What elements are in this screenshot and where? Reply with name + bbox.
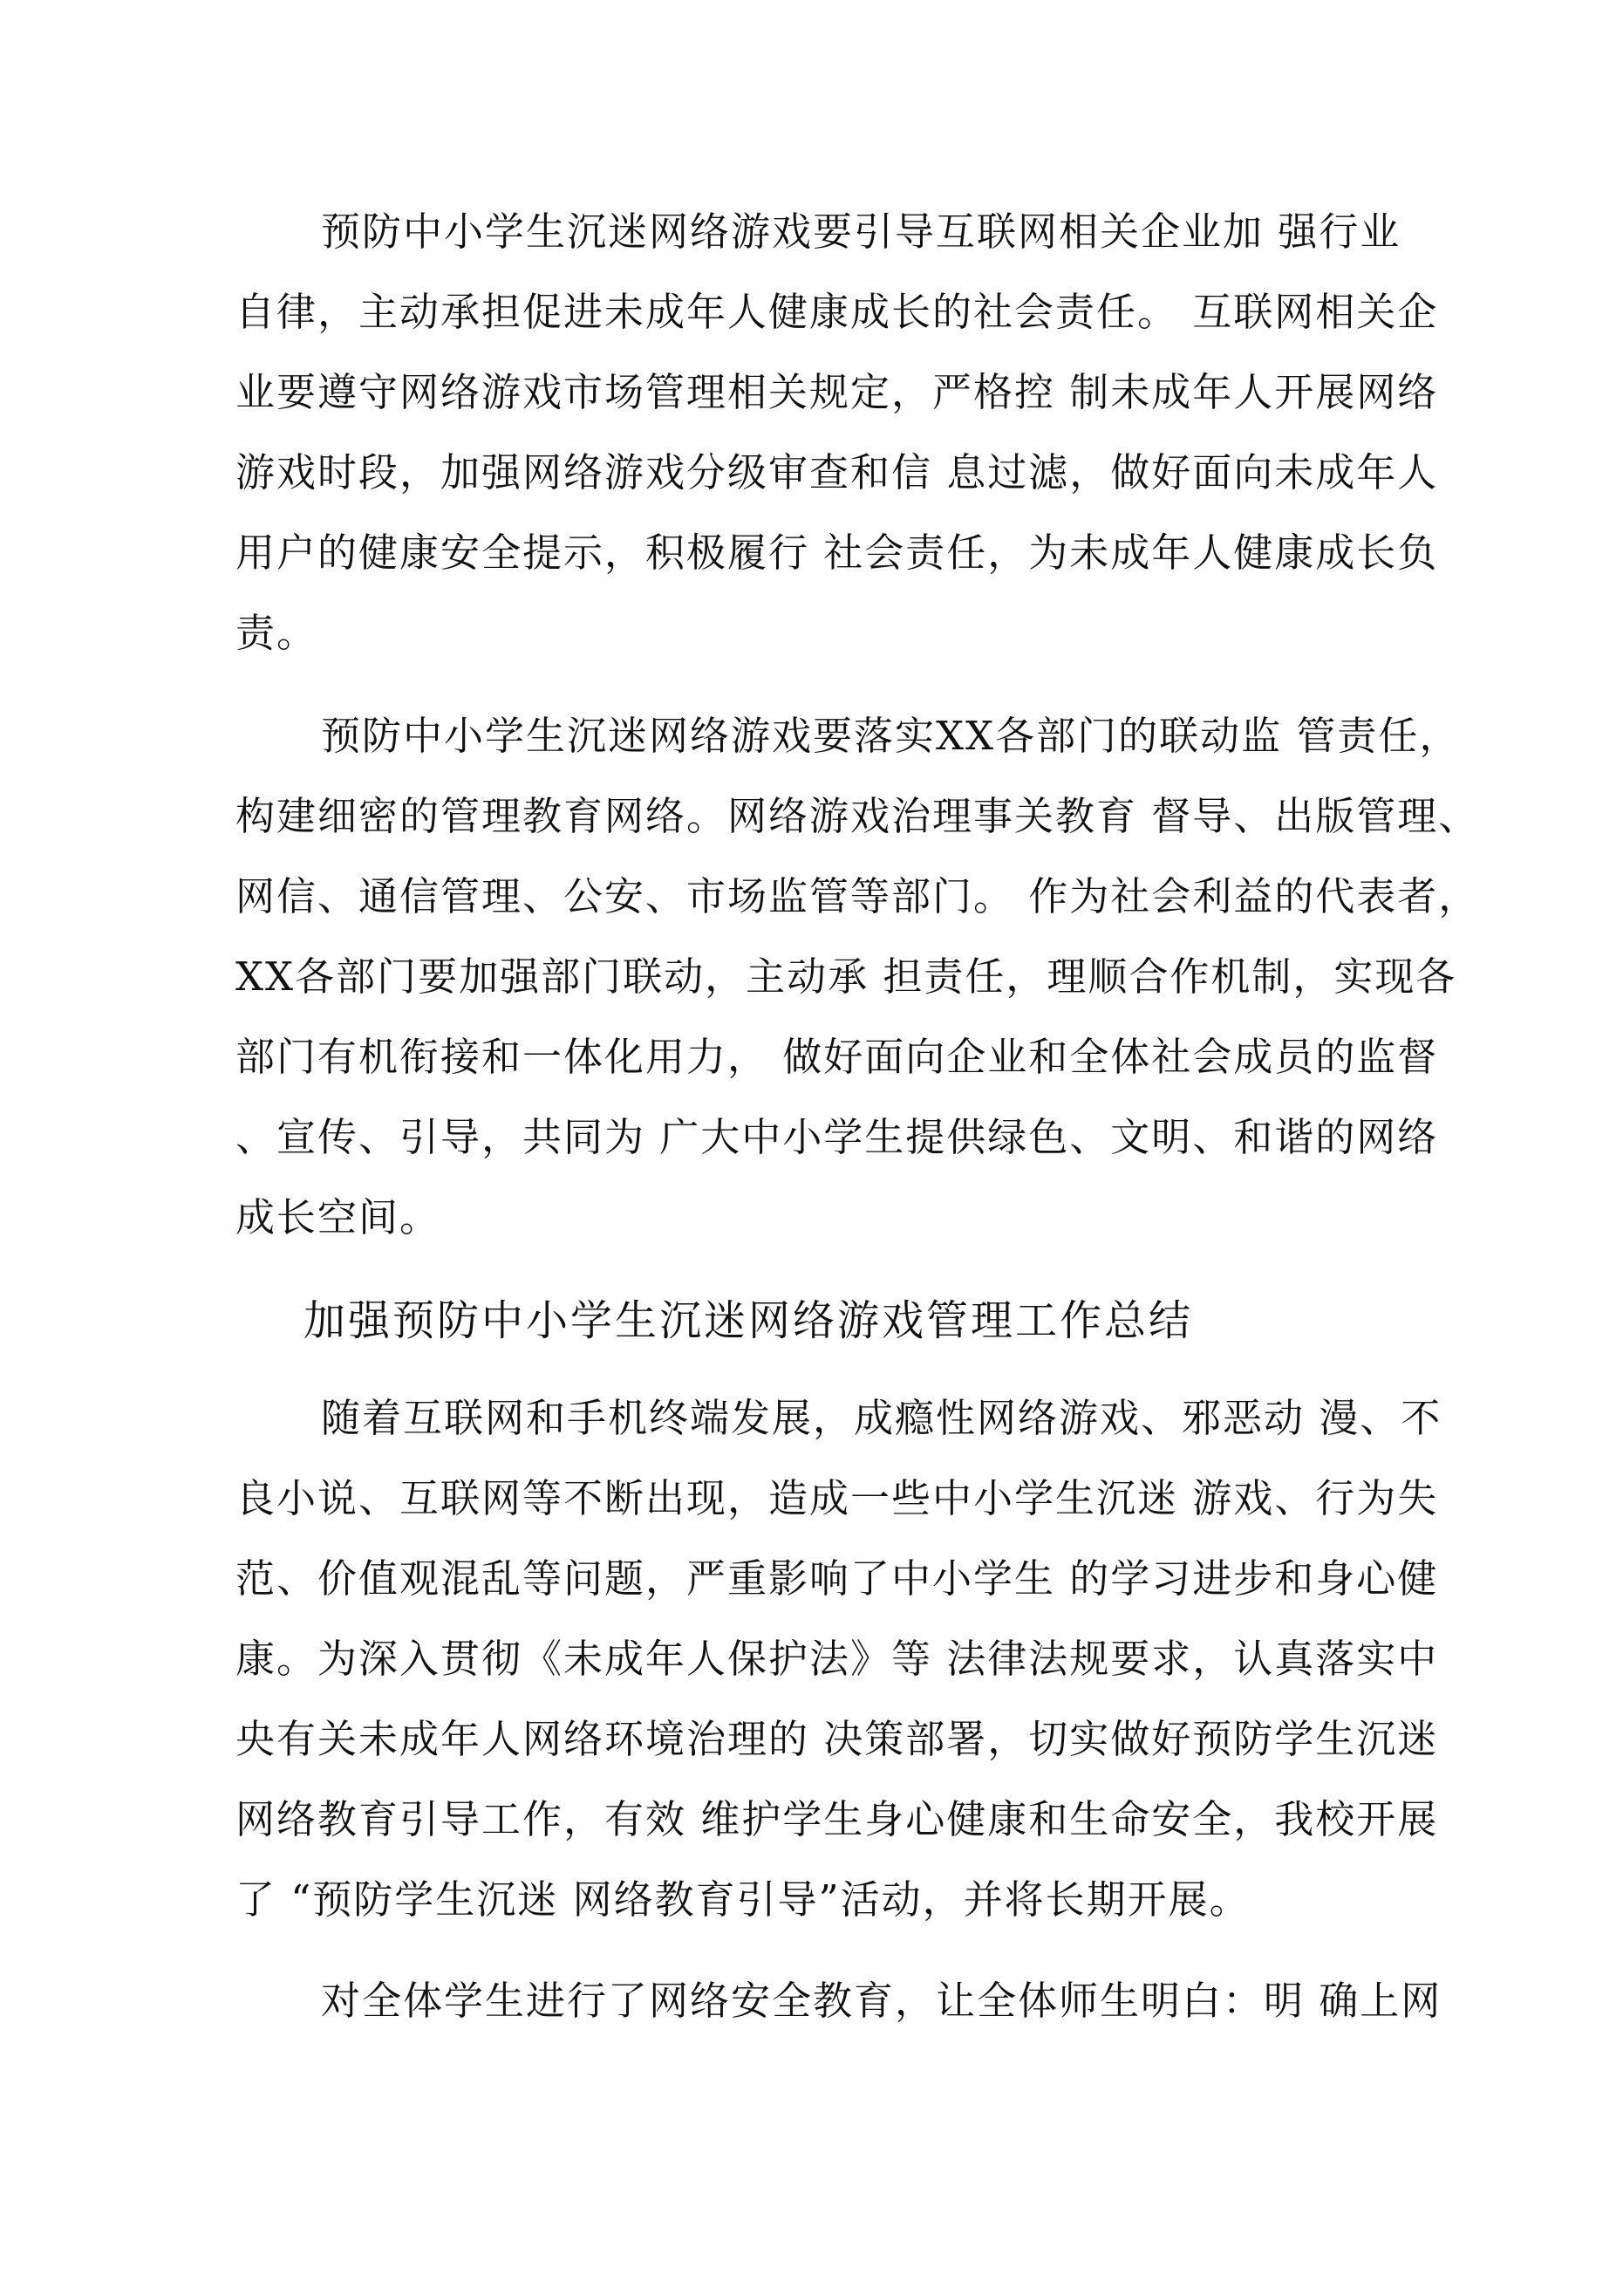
paragraph-3-line-7: 了 “预防学生沉迷 网络教育引导”活动，并将长期开展。 [235, 1876, 1251, 1923]
paragraph-3-line-3: 范、价值观混乱等问题，严重影响了中小学生 的学习进步和身心健 [235, 1555, 1439, 1602]
paragraph-4-line-1: 对全体学生进行了网络安全教育，让全体师生明白：明 确上网 [321, 1978, 1442, 2024]
paragraph-2-line-1: 预防中小学生沉迷网络游戏要落实XX各部门的联动监 管责任， [321, 713, 1461, 759]
paragraph-3-line-5: 央有关未成年人网络环境治理的 决策部署，切实做好预防学生沉迷 [235, 1716, 1439, 1762]
paragraph-3-line-1: 随着互联网和手机终端发展，成瘾性网络游戏、邪恶动 漫、不 [321, 1395, 1442, 1441]
paragraph-2-line-3: 网信、通信管理、公安、市场监管等部门。 作为社会利益的代表者， [235, 873, 1480, 919]
paragraph-1-line-5: 用户的健康安全提示，积极履行 社会责任，为未成年人健康成长负 [235, 530, 1439, 576]
paragraph-2-line-7: 成长空间。 [235, 1194, 441, 1240]
paragraph-3-line-6: 网络教育引导工作，有效 维护学生身心健康和生命安全，我校开展 [235, 1796, 1439, 1842]
paragraph-3-line-4: 康。为深入贯彻《未成年人保护法》等 法律法规要求，认真落实中 [235, 1636, 1439, 1682]
paragraph-2-line-4: XX各部门要加强部门联动，主动承 担责任，理顺合作机制，实现各 [235, 953, 1457, 1000]
paragraph-1-line-1: 预防中小学生沉迷网络游戏要引导互联网相关企业加 强行业 [321, 208, 1401, 255]
paragraph-1-line-2: 自律，主动承担促进未成年人健康成长的社会责任。 互联网相关企 [235, 289, 1439, 335]
paragraph-1-line-4: 游戏时段，加强网络游戏分级审查和信 息过滤，做好面向未成年人 [235, 449, 1439, 495]
paragraph-1-line-3: 业要遵守网络游戏市场管理相关规定，严格控 制未成年人开展网络 [235, 369, 1439, 415]
paragraph-3-line-2: 良小说、互联网等不断出现，造成一些中小学生沉迷 游戏、行为失 [235, 1475, 1439, 1521]
section-heading: 加强预防中小学生沉迷网络游戏管理工作总结 [303, 1296, 1194, 1345]
paragraph-1-line-6: 责。 [235, 610, 318, 656]
paragraph-2-line-5: 部门有机衔接和一体化用力， 做好面向企业和全体社会成员的监督 [235, 1034, 1439, 1080]
paragraph-2-line-2: 构建细密的管理教育网络。网络游戏治理事关教育 督导、出版管理、 [235, 793, 1480, 839]
paragraph-2-line-6: 、宣传、引导，共同为 广大中小学生提供绿色、文明、和谐的网络 [235, 1114, 1439, 1160]
